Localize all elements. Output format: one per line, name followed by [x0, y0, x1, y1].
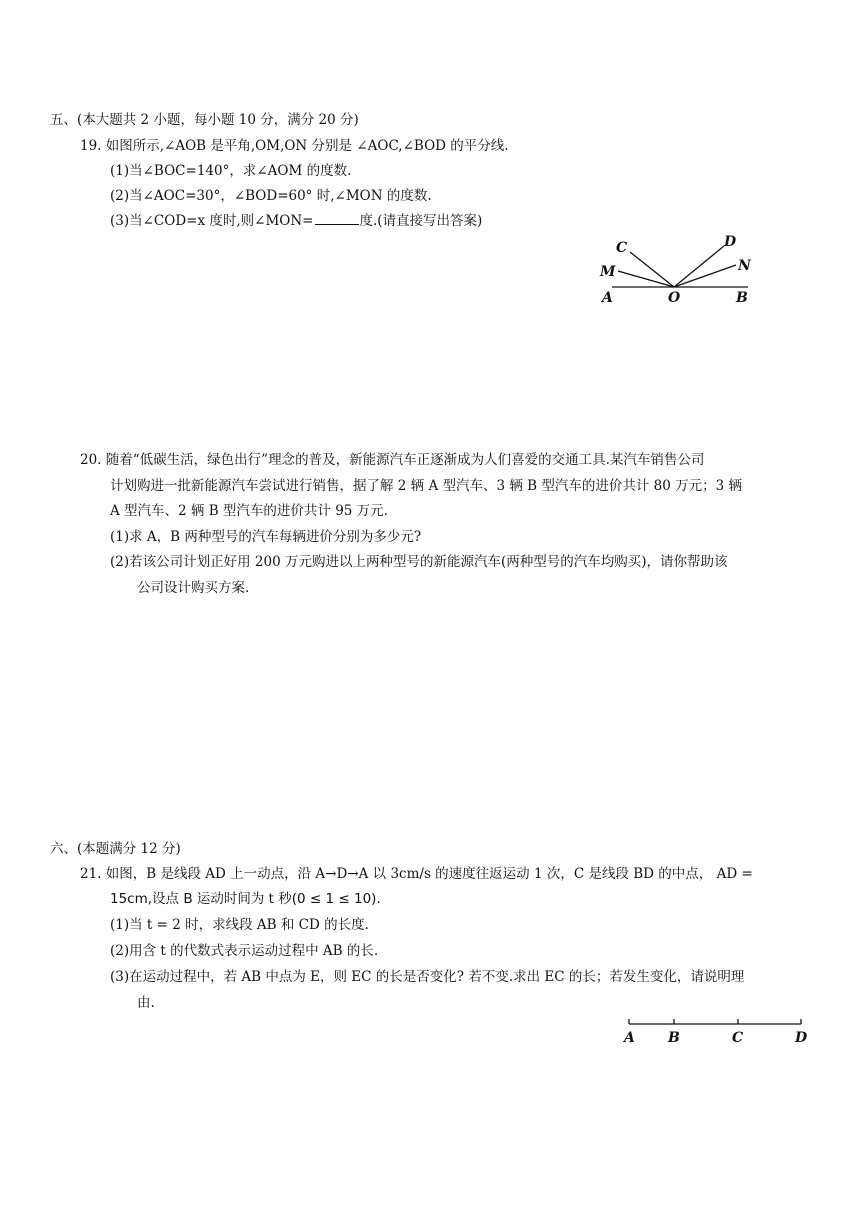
label-b: B — [668, 1030, 680, 1046]
label-m: M — [600, 264, 616, 280]
q20-part1: (1)求 A，B 两种型号的汽车每辆进价分别为多少元? — [110, 529, 422, 545]
q19-part3-suffix: 度.(请直接写出答案) — [359, 213, 483, 229]
q21-part1: (1)当 t = 2 时，求线段 AB 和 CD 的长度. — [110, 917, 369, 933]
ray-om — [618, 271, 674, 287]
q21-line2: 15cm,设点 B 运动时间为 t 秒(0 ≤ 1 ≤ 10). — [110, 891, 381, 907]
section-6-header: 六、(本题满分 12 分) — [50, 841, 181, 857]
q21-line1: 21. 如图，B 是线段 AD 上一动点，沿 A→D→A 以 3cm/s 的速度往返运动 1 次，C 是线段 BD 的中点， AD = — [80, 866, 753, 882]
ray-oc — [630, 252, 674, 287]
q19-part1: (1)当∠BOC=140°，求∠AOM 的度数. — [110, 163, 352, 179]
label-a: A — [602, 290, 613, 306]
ray-on — [674, 265, 736, 287]
q20-line1: 20. 随着“低碳生活，绿色出行”理念的普及，新能源汽车正逐渐成为人们喜爱的交通工具.某汽车销售公司 — [80, 452, 705, 468]
q20-part2-line2: 公司设计购买方案. — [137, 580, 250, 596]
q21-part3-line1: (3)在运动过程中，若 AB 中点为 E，则 EC 的长是否变化? 若不变.求出 EC 的长；若发生变化，请说明理 — [110, 969, 745, 985]
label-o: O — [668, 290, 681, 306]
q19-angle-figure — [590, 228, 760, 310]
label-d: D — [795, 1030, 808, 1046]
q19-part3 — [110, 211, 482, 231]
q20-line2: 计划购进一批新能源汽车尝试进行销售，据了解 2 辆 A 型汽车、3 辆 B 型汽车的进价共计 80 万元；3 辆 — [110, 478, 743, 494]
label-b: B — [736, 290, 748, 306]
label-d: D — [724, 234, 737, 250]
label-c: C — [732, 1030, 744, 1046]
ray-od — [674, 246, 724, 287]
q20-part2-line1: (2)若该公司计划正好用 200 万元购进以上两种型号的新能源汽车(两种型号的汽车均购买)，请你帮助该 — [110, 554, 728, 570]
section-5-header: 五、(本大题共 2 小题，每小题 10 分，满分 20 分) — [50, 112, 359, 128]
q20-line3: A 型汽车、2 辆 B 型汽车的进价共计 95 万元. — [110, 503, 388, 519]
answer-blank[interactable] — [315, 211, 359, 225]
q19-part2: (2)当∠AOC=30°，∠BOD=60° 时,∠MON 的度数. — [110, 188, 432, 204]
q19-stem: 19. 如图所示,∠AOB 是平角,OM,ON 分别是 ∠AOC,∠BOD 的平分线. — [80, 138, 509, 154]
q21-part3-line2: 由. — [137, 995, 155, 1011]
q21-part2: (2)用含 t 的代数式表示运动过程中 AB 的长. — [110, 943, 379, 959]
label-a: A — [624, 1030, 635, 1046]
q19-part3-prefix: (3)当∠COD=x 度时,则∠MON= — [110, 213, 314, 229]
label-n: N — [738, 258, 751, 274]
q21-segment-figure — [615, 1014, 815, 1048]
label-c: C — [616, 240, 628, 256]
